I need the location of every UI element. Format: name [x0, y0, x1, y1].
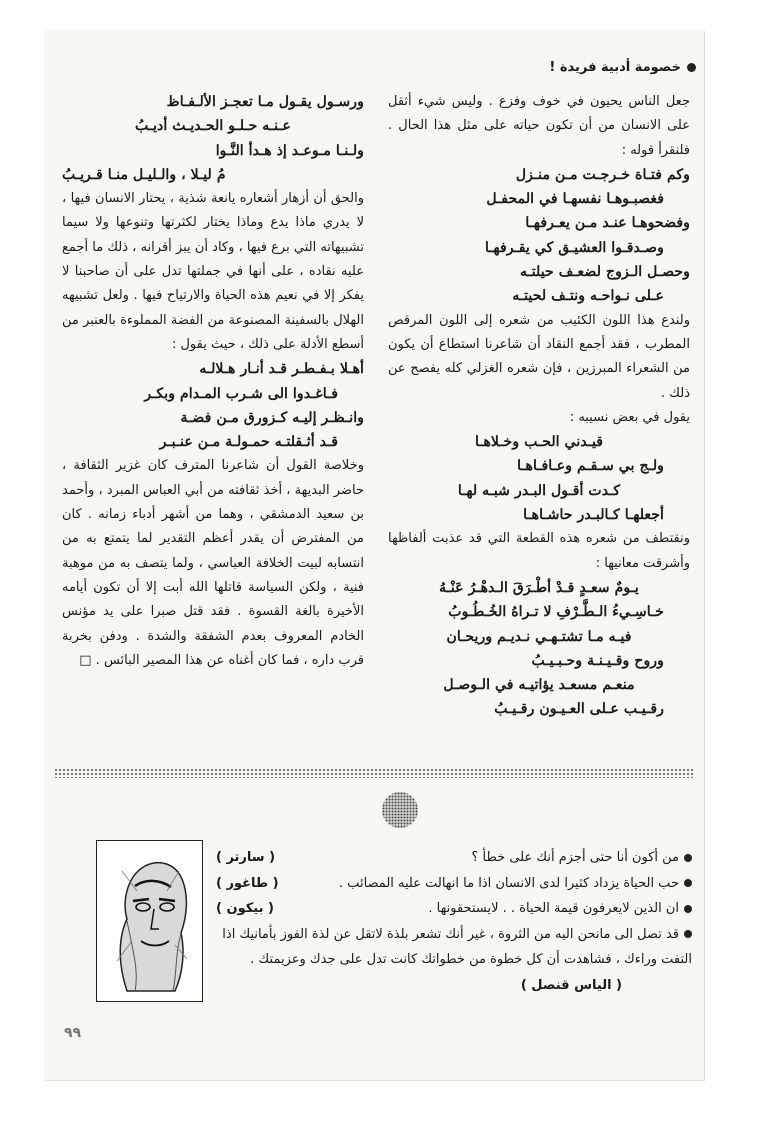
portrait-illustration [97, 841, 202, 1001]
section-divider [54, 768, 694, 778]
article-column-left [62, 90, 364, 673]
prose-paragraph: ونقتطف من شعره هذه القطعة التي قد عذبت ألفاظها وأشرقت معانيها : [388, 531, 690, 571]
poem-verse: أجعلهـا كـالبـدر حاشـاهـا [523, 507, 664, 524]
quote-item [210, 845, 692, 871]
poem-verse: وصـدقـوا العشيـق كي يقـرفهـا [484, 239, 664, 256]
quote-item [210, 871, 692, 897]
poem-verse: قـد أثـقلتـه حمـولـة مـن عنـبـر [159, 434, 338, 451]
prose-paragraph: جعل الناس يحيون في خوف وفزع . وليس شيء أثقل على الانسان من أن تكون حياته على مثل هذا الحال . فلنقرأ قوله : [388, 94, 690, 158]
poem-verse: خـاسِـيءُ الـطَّـرْفِ لا تـراهُ الخُـطُـوبُ [448, 604, 664, 621]
prose-paragraph: ولندع هذا اللون الكئيب من شعره إلى اللون المرقص المطرب ، فقد أجمع النقاد أن شاعرنا استطاع أن يكون من الشعراء المبرزين ، فإن شعره الغزلي كله يفصح عن ذلك . [388, 312, 690, 401]
poem-verse: مُ ليـلا ، والـليـل منـا قـريـبُ [62, 166, 226, 183]
quote-text: ان الذين لايعرفون قيمة الحياة . . لايستحقونها . [428, 901, 679, 916]
poem-verse: فيـه مـا تشتـهـي نـديـم وريحـان [446, 628, 632, 645]
quote-bullet-icon [684, 854, 692, 862]
quote-item [210, 922, 692, 999]
header-title: خصومة أدبية فريدة ! [549, 60, 681, 75]
page-header [549, 60, 696, 75]
poem-verse: أهـلا بـفـطـر قـد أنـار هـلالـه [199, 361, 364, 378]
quote-text: من أكون أنا حتى أجزم أنك على خطأ ؟ [471, 850, 679, 865]
quote-bullet-icon [684, 930, 692, 938]
poem-verse: فغصبـوهـا نفسهـا في المحفـل [486, 191, 664, 208]
quote-bullet-icon [684, 879, 692, 887]
poem-verse: وروح وقـيـنـة وحـبـيـبُ [531, 652, 664, 669]
quote-author: ( الياس قنصل ) [520, 977, 622, 993]
poem-verse: ورسـول يقـول مـا تعجـز الألـفـاظ [166, 94, 364, 110]
poem-verse: عـلى نـواحـه ونتـف لحيتـه [512, 288, 664, 305]
portrait-sketch [96, 840, 203, 1002]
poem-verse: فـاغـدوا الى شـرب المـدام وبكـر [144, 385, 338, 402]
quote-author: ( بيكون ) [216, 901, 274, 916]
poem-verse: وانـظـر إليـه كـزورق مـن فضـة [180, 409, 364, 426]
quote-text: حب الحياة يزداد كثيرا لدى الانسان اذا ما انهالت عليه المصائب . [338, 875, 679, 891]
quote-bullet-icon [684, 905, 692, 913]
quote-author: ( طاغور ) [216, 875, 279, 891]
poem-verse: ولـنـا مـوعـد إذ هـدأ النَّـوا [215, 142, 364, 159]
poem-verse: وفضحوهـا عنـد مـن يعـرفهـا [525, 215, 690, 232]
poem-verse: منعـم مسعـد يؤاتيـه في الـوصـل [443, 677, 635, 694]
header-bullet-icon [687, 63, 696, 72]
prose-paragraph: يقول في بعض نسيبه : [569, 409, 690, 425]
poem-verse: قيـدني الحـب وخـلاهـا [474, 434, 604, 451]
poem-verse: وكم فتـاة خـرجـت مـن منـزل [515, 166, 690, 183]
quote-item [210, 896, 692, 922]
quote-author: ( سارتر ) [216, 850, 276, 865]
page-number: ٩٩ [64, 1025, 82, 1041]
poem-verse: يـومٌ سعـدٍ قـدْ أطْـرَقَ الـدهْـرُ عَنْـهُ [439, 579, 639, 596]
quote-text: قد تصل الى مانحن اليه من الثروة ، غير أنك تشعر بلذة لاتقل عن لذة الفوز بأمانيك اذا التفت وراءك ، فشاهدت أن كل خطوة من خطواتك كانت تدل على جدك وعزيمتك . [222, 926, 692, 967]
article-column-right [388, 90, 690, 722]
poem-verse: رقـيـب عـلى العـيـون رقـيـبُ [494, 701, 664, 718]
poem-verse: وحصـل الـزوج لضعـف حيلتـه [519, 264, 690, 281]
magazine-page [44, 30, 704, 1080]
poem-verse: عـنـه حـلـو الحـديـث أديـبُ [135, 118, 291, 135]
quotes-list [210, 845, 692, 998]
prose-paragraph: والحق أن أزهار أشعاره يانعة شذية ، يحتار الانسان فيها ، لا يدري ماذا يدع وماذا يختار لكثرتها وتنوعها ولا سيما تشبيهاته التي برع فيها ، وكاد أن يبز أقرانه ، ذلك ما أجمع عليه نقاده ، على أنها في جملتها تدل على أن صاحبنا لا يفكر إلا في نعيم هذه الحياة والارتياح فيها . ولعل تشبيهه الهلال بالسفينة المصنوعة من الفضة المملوءة بالعنبر من أسطع الأدلة على ذلك ، حيث يقول : [62, 191, 364, 352]
decorative-dot-icon [382, 792, 418, 828]
prose-paragraph: وخلاصة القول أن شاعرنا المترف كان غزير الثقافة ، حاضر البديهة ، أخذ ثقافته من أبي العباس المبرد ، وأحمد بن سعيد الدمشقي ، وهما من أشهر أدباء زمانه . كان من المفترض أن يقدر أعظم التقدير لما يتمتع به من انتسابه لبيت الخلافة العباسي ، ولما يتصف به من موهبة فنية ، ولكن السياسة قاتلها الله أبت إلا أن تكون أيامه الأخيرة بالغة القسوة . فقد قتل صبرا على يد مؤنس الخادم المعروف بعدم الشفقة والشدة . ودفن بخربة قرب داره ، فما كان أغناه عن هذا المصير البائس . □ [62, 458, 364, 668]
poem-verse: ولـج بي سـقـم وعـافـاهـا [517, 458, 664, 475]
poem-verse: كـدت أقـول البـدر شبـه لهـا [457, 482, 621, 499]
